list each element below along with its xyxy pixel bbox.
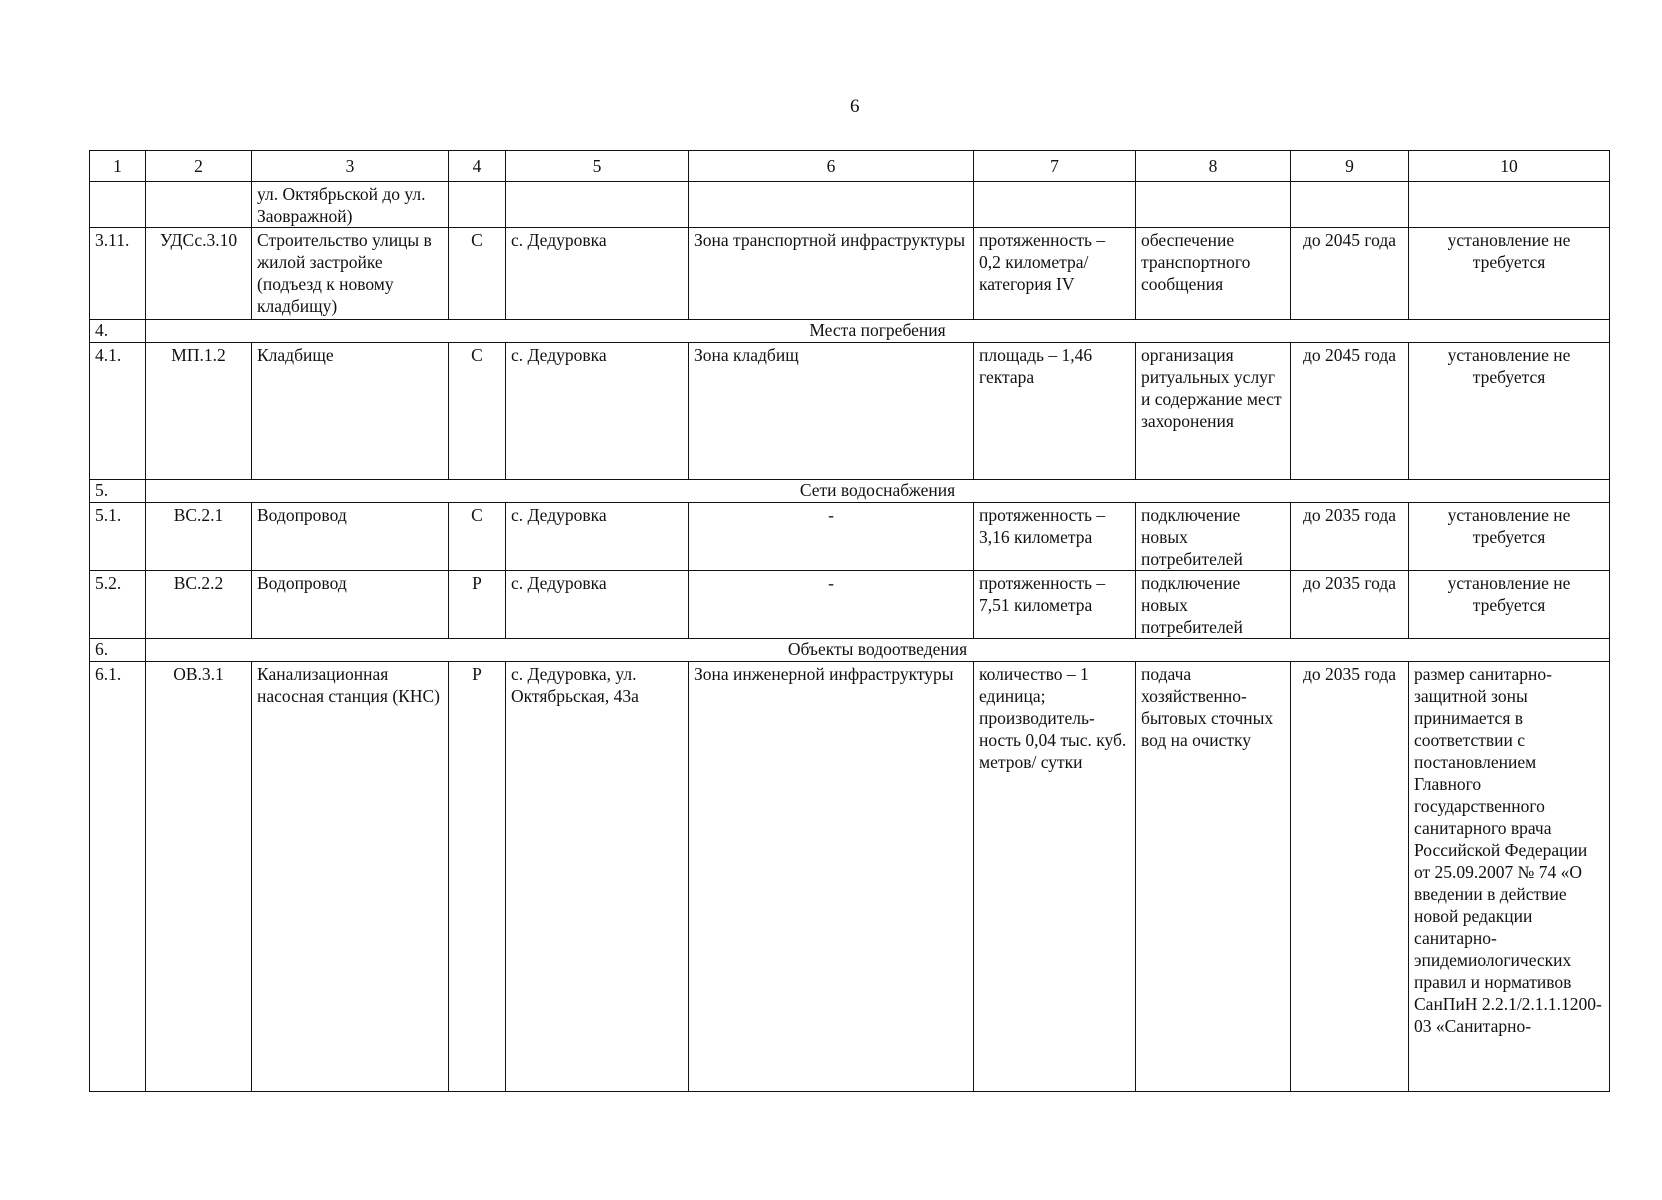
functional-zone: - (689, 503, 974, 571)
object-purpose: организация ритуальных услуг и содержание мест захоронения (1136, 343, 1291, 480)
column-number: 2 (146, 151, 252, 182)
object-name: Канализационная насосная станция (КНС) (252, 662, 449, 1092)
row-number: 4.1. (90, 343, 146, 480)
object-location: с. Дедуровка (506, 571, 689, 639)
section-number: 4. (90, 320, 146, 343)
object-code: МП.1.2 (146, 343, 252, 480)
object-characteristics: протяженность – 3,16 километра (974, 503, 1136, 571)
row-number: 3.11. (90, 228, 146, 320)
object-location: с. Дедуровка (506, 343, 689, 480)
object-code: УДСс.3.10 (146, 228, 252, 320)
column-number: 4 (449, 151, 506, 182)
object-code: ВС.2.1 (146, 503, 252, 571)
object-status: С (449, 228, 506, 320)
object-status: С (449, 343, 506, 480)
object-status: Р (449, 571, 506, 639)
column-number: 1 (90, 151, 146, 182)
row-number: 5.1. (90, 503, 146, 571)
functional-zone: Зона инженерной инфраструктуры (689, 662, 974, 1092)
row-number: 6.1. (90, 662, 146, 1092)
object-status: Р (449, 662, 506, 1092)
section-title: Сети водоснабжения (146, 480, 1610, 503)
section-title: Объекты водоотведения (146, 639, 1610, 662)
column-number: 7 (974, 151, 1136, 182)
implementation-term: до 2035 года (1291, 571, 1409, 639)
column-number: 3 (252, 151, 449, 182)
object-status: С (449, 503, 506, 571)
implementation-term: до 2045 года (1291, 343, 1409, 480)
column-number: 5 (506, 151, 689, 182)
column-number-row (90, 151, 1610, 182)
implementation-term: до 2035 года (1291, 662, 1409, 1092)
object-characteristics: площадь – 1,46 гектара (974, 343, 1136, 480)
zone-restriction: установление не требуется (1409, 503, 1610, 571)
zone-restriction: установление не требуется (1409, 228, 1610, 320)
column-number: 10 (1409, 151, 1610, 182)
object-purpose: подключение новых потребителей (1136, 503, 1291, 571)
page-number: 6 (850, 96, 860, 117)
zone-restriction: установление не требуется (1409, 343, 1610, 480)
object-name: ул. Октябрьской до ул. Заовражной) (252, 182, 449, 228)
table-row (90, 662, 1610, 1092)
table-row-continuation (90, 182, 1610, 228)
object-characteristics: протяженность – 0,2 километра/ категория IV (974, 228, 1136, 320)
functional-zone: Зона кладбищ (689, 343, 974, 480)
implementation-term: до 2045 года (1291, 228, 1409, 320)
table-row (90, 343, 1610, 480)
object-location: с. Дедуровка (506, 228, 689, 320)
section-row (90, 320, 1610, 343)
functional-zone: Зона транспортной инфраструктуры (689, 228, 974, 320)
implementation-term: до 2035 года (1291, 503, 1409, 571)
object-code: ВС.2.2 (146, 571, 252, 639)
column-number: 8 (1136, 151, 1291, 182)
table-row (90, 503, 1610, 571)
object-name: Водопровод (252, 503, 449, 571)
functional-zone: - (689, 571, 974, 639)
section-number: 5. (90, 480, 146, 503)
object-location: с. Дедуровка, ул. Октябрьская, 43а (506, 662, 689, 1092)
planned-objects-table (89, 150, 1610, 1092)
section-row (90, 480, 1610, 503)
column-number: 6 (689, 151, 974, 182)
object-location: с. Дедуровка (506, 503, 689, 571)
zone-restriction: установление не требуется (1409, 571, 1610, 639)
section-number: 6. (90, 639, 146, 662)
object-name: Водопровод (252, 571, 449, 639)
object-purpose: подача хозяйственно-бытовых сточных вод на очистку (1136, 662, 1291, 1092)
object-code: ОВ.3.1 (146, 662, 252, 1092)
section-title: Места погребения (146, 320, 1610, 343)
object-purpose: обеспечение транспортного сообщения (1136, 228, 1291, 320)
zone-restriction: размер санитарно-защитной зоны принимается в соответствии с постановлением Главного государственного санитарного врача Российской Федерации от 25.09.2007 № 74 «О введении в действие новой редакции санитарно-эпидемиологических правил и нормативов СанПиН 2.2.1/2.1.1.1200-03 «Санитарно- (1409, 662, 1610, 1092)
object-characteristics: протяженность – 7,51 километра (974, 571, 1136, 639)
table-row (90, 228, 1610, 320)
column-number: 9 (1291, 151, 1409, 182)
object-characteristics: количество – 1 единица; производитель-ность 0,04 тыс. куб. метров/ сутки (974, 662, 1136, 1092)
object-name: Кладбище (252, 343, 449, 480)
section-row (90, 639, 1610, 662)
row-number: 5.2. (90, 571, 146, 639)
object-name: Строительство улицы в жилой застройке (подъезд к новому кладбищу) (252, 228, 449, 320)
object-purpose: подключение новых потребителей (1136, 571, 1291, 639)
table-row (90, 571, 1610, 639)
